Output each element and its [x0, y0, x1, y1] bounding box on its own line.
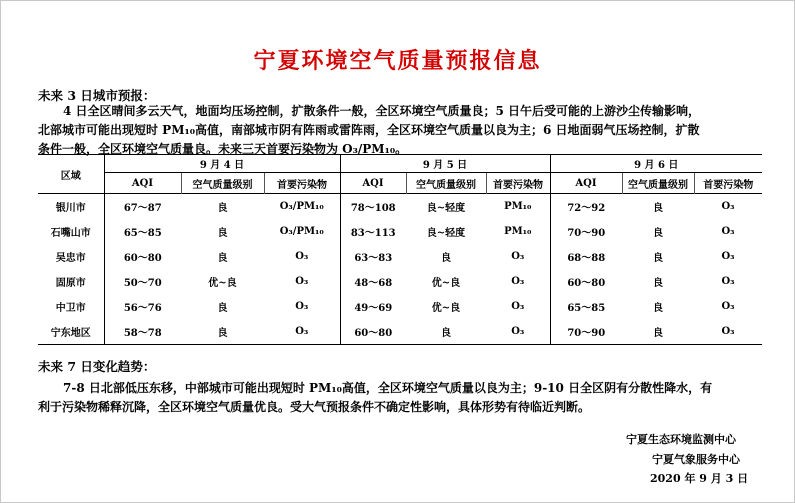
- signature-org-2: 宁夏气象服务中心: [652, 453, 740, 466]
- level-cell: 良: [181, 319, 264, 345]
- col-pollutant: 首要污染物: [694, 173, 762, 194]
- aqi-cell: 49～69: [340, 294, 406, 319]
- level-cell: 良: [653, 228, 663, 239]
- table-row: [38, 219, 762, 244]
- level-cell: 良: [406, 319, 486, 345]
- level-cell: 良: [653, 253, 663, 264]
- aqi-cell: 63～83: [340, 244, 406, 269]
- pollutant-cell: O₃: [694, 319, 762, 345]
- table-header-dates: [38, 155, 762, 173]
- aqi-cell: 48～68: [340, 269, 406, 294]
- level-cell: 良: [653, 278, 663, 289]
- level-cell: 良: [653, 303, 663, 314]
- signature-org-1: 宁夏生态环境监测中心: [626, 433, 736, 446]
- region-cell: 银川市: [38, 194, 104, 220]
- col-aqi: AQI: [340, 173, 406, 194]
- col-aqi: AQI: [104, 173, 181, 194]
- pollutant-cell: PM₁₀: [486, 194, 550, 220]
- aqi-cell: 65～85: [104, 219, 181, 244]
- table-row: [38, 244, 762, 269]
- pollutant-cell: O₃: [295, 301, 309, 312]
- aqi-cell: 68～88: [550, 244, 622, 269]
- aqi-cell: 83～113: [340, 219, 406, 244]
- pollutant-cell: O₃: [295, 276, 309, 287]
- page-title: 宁夏环境空气质量预报信息: [253, 48, 542, 74]
- pollutant-cell: O₃/PM₁₀: [264, 194, 340, 220]
- aqi-cell: 60～80: [550, 269, 622, 294]
- table-header-columns: [38, 173, 762, 194]
- level-cell: 良: [217, 228, 228, 239]
- pollutant-cell: O₃: [721, 226, 735, 237]
- region-cell: 固原市: [55, 278, 86, 289]
- level-cell: 良: [181, 194, 264, 220]
- region-cell: 石嘴山市: [50, 228, 91, 239]
- aqi-cell: 50～70: [104, 269, 181, 294]
- col-pollutant: 首要污染物: [486, 173, 550, 194]
- region-cell: 吴忠市: [55, 253, 86, 264]
- col-aqi: AQI: [550, 173, 622, 194]
- aqi-cell: 60～80: [340, 319, 406, 345]
- pollutant-cell: O₃: [511, 301, 525, 312]
- level-cell: 优~良: [431, 278, 461, 289]
- level-cell: 良: [217, 303, 228, 314]
- date-header-3: 9 月 6 日: [550, 155, 762, 173]
- level-cell: 良~轻度: [406, 194, 486, 220]
- region-cell: 宁东地区: [38, 319, 104, 345]
- pollutant-cell: O₃: [486, 319, 550, 345]
- section-3day-line-3: 条件一般，全区环境空气质量良。未来三天首要污染物为 O₃/PM₁₀。: [38, 142, 408, 156]
- col-level: 空气质量级别: [181, 173, 264, 194]
- signature-date: 2020 年 9 月 3 日: [650, 472, 749, 485]
- aqi-cell: 70～90: [550, 319, 622, 345]
- aqi-cell: 65～85: [550, 294, 622, 319]
- aqi-cell: 58～78: [104, 319, 181, 345]
- level-cell: 良: [217, 253, 228, 264]
- aqi-cell: 67～87: [104, 194, 181, 220]
- table-row: [38, 294, 762, 319]
- forecast-table: [38, 154, 762, 345]
- col-level: 空气质量级别: [406, 173, 486, 194]
- pollutant-cell: PM₁₀: [504, 226, 532, 237]
- level-cell: 优~良: [431, 303, 461, 314]
- section-3day-line-1: 4 日全区晴间多云天气，地面均压场控制，扩散条件一般，全区环境空气质量良；5 日午后受可能的上游沙尘传输影响，: [63, 104, 701, 118]
- aqi-cell: 60～80: [104, 244, 181, 269]
- section-7day-heading: 未来 7 日变化趋势：: [38, 359, 156, 374]
- level-cell: 良: [622, 194, 694, 220]
- section-3day-heading: 未来 3 日城市预报：: [38, 88, 156, 103]
- aqi-cell: 78～108: [340, 194, 406, 220]
- table-row: [38, 269, 762, 294]
- date-header-2: 9 月 5 日: [340, 155, 550, 173]
- pollutant-cell: O₃: [694, 194, 762, 220]
- aqi-cell: 70～90: [550, 219, 622, 244]
- aqi-cell: 56～76: [104, 294, 181, 319]
- aqi-cell: 72～92: [550, 194, 622, 220]
- pollutant-cell: O₃/PM₁₀: [279, 226, 324, 237]
- level-cell: 良: [441, 253, 451, 264]
- level-cell: 优~良: [208, 278, 237, 289]
- table-row: [38, 194, 762, 220]
- pollutant-cell: O₃: [511, 276, 525, 287]
- region-header: 区域: [38, 155, 104, 194]
- pollutant-cell: O₃: [264, 319, 340, 345]
- date-header-1: 9 月 4 日: [104, 155, 340, 173]
- region-cell: 中卫市: [55, 303, 86, 314]
- pollutant-cell: O₃: [721, 251, 735, 262]
- pollutant-cell: O₃: [721, 276, 735, 287]
- section-7day-line-1: 7-8 日北部低压东移，中部城市可能出现短时 PM₁₀高值，全区环境空气质量以良为主；9-10 日全区阴有分散性降水，有: [63, 381, 713, 395]
- table-row: [38, 319, 762, 345]
- section-7day-line-2: 利于污染物稀释沉降，全区环境空气质量优良。受大气预报条件不确定性影响，具体形势有待临近判断。: [38, 400, 591, 414]
- pollutant-cell: O₃: [721, 301, 735, 312]
- pollutant-cell: O₃: [511, 251, 525, 262]
- level-cell: 良: [622, 319, 694, 345]
- section-3day-line-2: 北部城市可能出现短时 PM₁₀高值，南部城市阴有阵雨或雷阵雨，全区环境空气质量以良为主；6 日地面弱气压场控制，扩散: [38, 123, 700, 137]
- col-pollutant: 首要污染物: [264, 173, 340, 194]
- col-level: 空气质量级别: [622, 173, 694, 194]
- level-cell: 良~轻度: [426, 228, 466, 239]
- pollutant-cell: O₃: [295, 251, 309, 262]
